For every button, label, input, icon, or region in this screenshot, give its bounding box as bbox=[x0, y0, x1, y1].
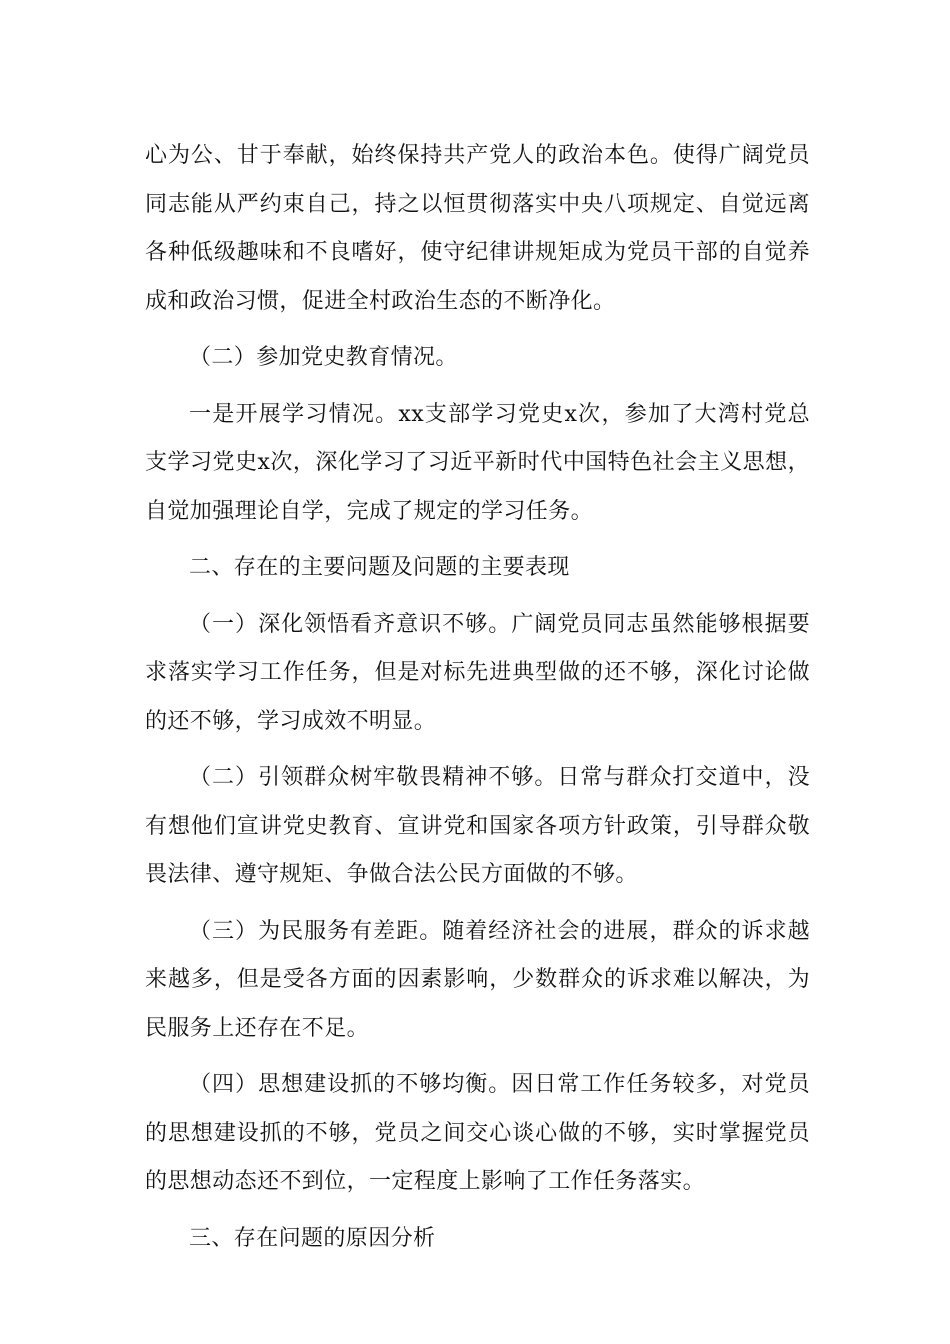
text-line: 来越多，但是受各方面的因素影响，少数群众的诉求难以解决，为 bbox=[145, 967, 810, 992]
section-heading-main-problems bbox=[145, 544, 810, 593]
paragraph-party-style bbox=[145, 132, 810, 326]
text-line: 的思想建设抓的不够，党员之间交心谈心做的不够，实时掌握党员 bbox=[145, 1120, 810, 1146]
text-line: 有想他们宣讲党史教育、宣讲党和国家各项方针政策，引导群众敬 bbox=[145, 813, 810, 839]
text-line: （二）参加党史教育情况。 bbox=[189, 345, 458, 370]
text-line: 同志能从严约束自己，持之以恒贯彻落实中央八项规定、自觉远离 bbox=[145, 191, 810, 217]
subheading-party-history-education bbox=[145, 334, 810, 383]
text-line: （四）思想建设抓的不够均衡。因日常工作任务较多，对党员 bbox=[189, 1072, 810, 1097]
paragraph-problem-1 bbox=[145, 601, 810, 747]
text-line: （三）为民服务有差距。随着经济社会的进展，群众的诉求越 bbox=[189, 918, 810, 944]
paragraph-problem-3 bbox=[145, 908, 810, 1054]
text-line: 的还不够，学习成效不明显。 bbox=[145, 708, 437, 734]
text-line: 各种低级趣味和不良嗜好，使守纪律讲规矩成为党员干部的自觉养 bbox=[145, 240, 810, 265]
text-line: 心为公、甘于奉献，始终保持共产党人的政治本色。使得广阔党员 bbox=[145, 143, 810, 168]
document-body bbox=[145, 132, 810, 1263]
text-line: 支学习党史x次，深化学习了习近平新时代中国特色社会主义思想， bbox=[145, 450, 810, 475]
text-line: 自觉加强理论自学，完成了规定的学习任务。 bbox=[145, 498, 594, 524]
text-line: 三、存在问题的原因分析 bbox=[189, 1225, 436, 1251]
section-heading-cause-analysis bbox=[145, 1215, 810, 1264]
text-line: 成和政治习惯，促进全村政治生态的不断净化。 bbox=[145, 288, 616, 314]
text-line: （二）引领群众树牢敬畏精神不够。日常与群众打交道中，没 bbox=[189, 765, 810, 790]
text-line: （一）深化领悟看齐意识不够。广阔党员同志虽然能够根据要 bbox=[189, 611, 810, 637]
text-line: 一是开展学习情况。xx支部学习党史x次，参加了大湾村党总 bbox=[189, 401, 810, 427]
text-line: 的思想动态还不到位，一定程度上影响了工作任务落实。 bbox=[145, 1169, 706, 1194]
paragraph-study-situation bbox=[145, 391, 810, 537]
text-line: 二、存在的主要问题及问题的主要表现 bbox=[189, 555, 570, 580]
paragraph-problem-2 bbox=[145, 754, 810, 900]
text-line: 畏法律、遵守规矩、争做合法公民方面做的不够。 bbox=[145, 862, 638, 887]
text-line: 求落实学习工作任务，但是对标先进典型做的还不够，深化讨论做 bbox=[145, 660, 810, 685]
text-line: 民服务上还存在不足。 bbox=[145, 1015, 370, 1041]
paragraph-problem-4 bbox=[145, 1061, 810, 1207]
